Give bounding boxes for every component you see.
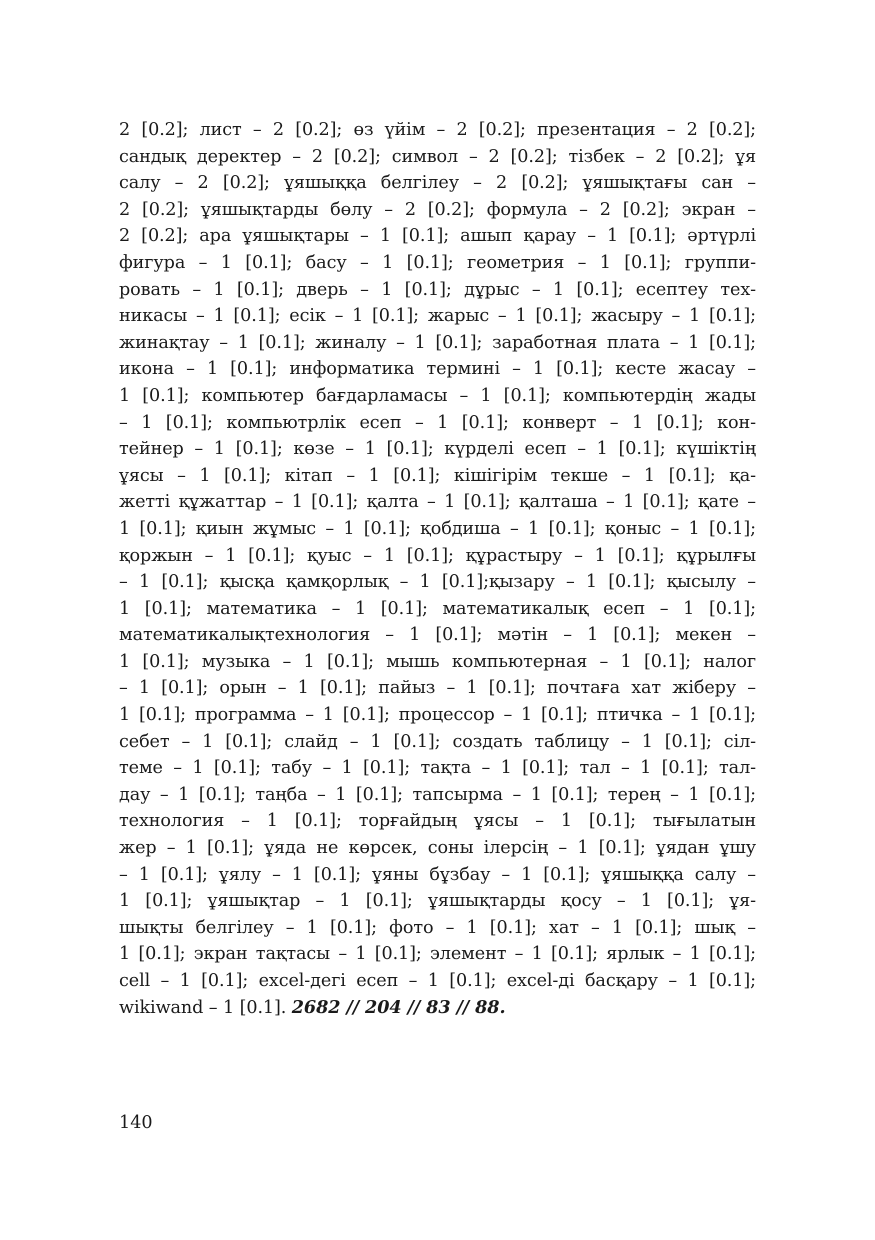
text-line: қоржын – 1 [0.1]; қуыс – 1 [0.1]; құрастыру – 1 [0.1]; құрылғы: [119, 545, 756, 566]
text-line: 1 [0.1]; музыка – 1 [0.1]; мышь компьютерная – 1 [0.1]; налог: [119, 651, 756, 672]
text-line: технология – 1 [0.1]; торғайдың ұясы – 1 [0.1]; тығылатын: [119, 811, 756, 832]
text-line: жинақтау – 1 [0.1]; жиналу – 1 [0.1]; заработная плата – 1 [0.1];: [119, 332, 756, 353]
text-line-last: [119, 995, 756, 1022]
last-line-text: wikiwand – 1 [0.1].: [119, 997, 292, 1018]
text-line: – 1 [0.1]; компьютрлік есеп – 1 [0.1]; конверт – 1 [0.1]; кон-: [119, 412, 756, 433]
text-line: икона – 1 [0.1]; информатика термині – 1 [0.1]; кесте жасау –: [119, 359, 756, 380]
text-line: никасы – 1 [0.1]; есік – 1 [0.1]; жарыс – 1 [0.1]; жасыру – 1 [0.1];: [119, 306, 756, 327]
text-line: ровать – 1 [0.1]; дверь – 1 [0.1]; дұрыс – 1 [0.1]; есептеу тех-: [119, 279, 756, 300]
text-line: 1 [0.1]; қиын жұмыс – 1 [0.1]; қобдиша – 1 [0.1]; қоныс – 1 [0.1];: [119, 518, 756, 539]
text-line: 1 [0.1]; компьютер бағдарламасы – 1 [0.1]; компьютердің жады: [119, 385, 756, 406]
text-line: жер – 1 [0.1]; ұяда не көрсек, соны ілерсің – 1 [0.1]; ұядан ұшу: [119, 838, 756, 859]
text-line: дау – 1 [0.1]; таңба – 1 [0.1]; тапсырма – 1 [0.1]; терең – 1 [0.1];: [119, 784, 756, 805]
text-line: шықты белгілеу – 1 [0.1]; фото – 1 [0.1]; хат – 1 [0.1]; шық –: [119, 917, 756, 938]
text-line: салу – 2 [0.2]; ұяшыққа белгілеу – 2 [0.2]; ұяшықтағы сан –: [119, 173, 756, 194]
text-line: теме – 1 [0.1]; табу – 1 [0.1]; тақта – 1 [0.1]; тал – 1 [0.1]; тал-: [119, 758, 756, 779]
text-line: жетті құжаттар – 1 [0.1]; қалта – 1 [0.1]; қалташа – 1 [0.1]; қате –: [119, 492, 756, 513]
totals-summary: 2682 // 204 // 83 // 88.: [291, 996, 506, 1018]
text-line: 2 [0.2]; ұяшықтарды бөлу – 2 [0.2]; формула – 2 [0.2]; экран –: [119, 199, 756, 220]
text-line: – 1 [0.1]; ұялу – 1 [0.1]; ұяны бұзбау – 1 [0.1]; ұяшыққа салу –: [119, 864, 756, 885]
text-line: 2 [0.2]; лист – 2 [0.2]; өз үйім – 2 [0.2]; презентация – 2 [0.2];: [119, 120, 756, 140]
text-line: тейнер – 1 [0.1]; көзе – 1 [0.1]; күрделі есеп – 1 [0.1]; күшіктің: [119, 439, 756, 460]
text-line: 1 [0.1]; математика – 1 [0.1]; математикалық есеп – 1 [0.1];: [119, 598, 756, 619]
text-line: ұясы – 1 [0.1]; кітап – 1 [0.1]; кішігірім текше – 1 [0.1]; қа-: [119, 465, 756, 486]
text-line: 1 [0.1]; ұяшықтар – 1 [0.1]; ұяшықтарды қосу – 1 [0.1]; ұя-: [119, 891, 756, 912]
text-line: 2 [0.2]; ара ұяшықтары – 1 [0.1]; ашып қарау – 1 [0.1]; әртүрлі: [119, 226, 756, 247]
text-line: – 1 [0.1]; орын – 1 [0.1]; пайыз – 1 [0.1]; почтаға хат жіберу –: [119, 678, 756, 699]
text-line: математикалықтехнология – 1 [0.1]; мәтін – 1 [0.1]; мекен –: [119, 625, 756, 646]
text-line: фигура – 1 [0.1]; басу – 1 [0.1]; геометрия – 1 [0.1]; группи-: [119, 252, 756, 273]
text-line: 1 [0.1]; экран тақтасы – 1 [0.1]; элемент – 1 [0.1]; ярлык – 1 [0.1];: [119, 944, 756, 965]
text-line: cell – 1 [0.1]; excel-дегі есеп – 1 [0.1]; excel-ді басқару – 1 [0.1];: [119, 971, 756, 991]
text-line: – 1 [0.1]; қысқа қамқорлық – 1 [0.1];қызару – 1 [0.1]; қысылу –: [119, 572, 756, 593]
text-lines: [119, 117, 756, 995]
page-body-text: [119, 117, 756, 1021]
text-line: сандық деректер – 2 [0.2]; символ – 2 [0.2]; тізбек – 2 [0.2]; ұя: [119, 146, 756, 167]
text-line: 1 [0.1]; программа – 1 [0.1]; процессор – 1 [0.1]; птичка – 1 [0.1];: [119, 705, 756, 726]
page-number: 140: [119, 1113, 153, 1133]
text-line: себет – 1 [0.1]; слайд – 1 [0.1]; создать таблицу – 1 [0.1]; сіл-: [119, 731, 756, 752]
